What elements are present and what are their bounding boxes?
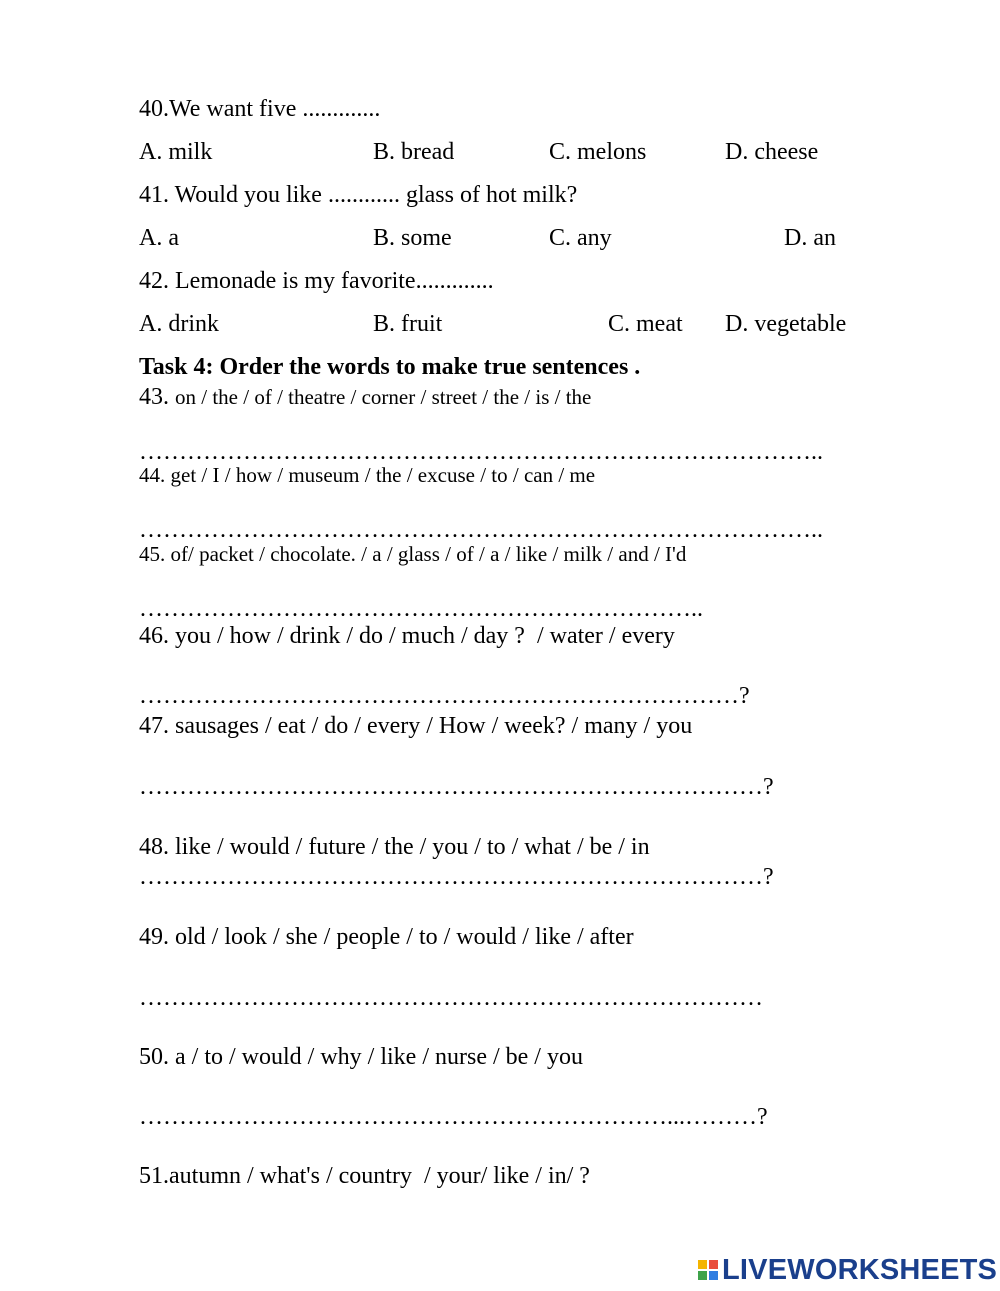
q41-option-c: C. any (549, 225, 612, 251)
q40-option-b: B. bread (373, 139, 455, 165)
q41-option-d: D. an (784, 225, 836, 251)
logo-block (709, 1260, 718, 1269)
item-50-prompt: 50. a / to / would / why / like / nurse / be / you (139, 1044, 583, 1070)
q42-option-b: B. fruit (373, 311, 443, 337)
logo-text: LIVEWORKSHEETS (722, 1253, 998, 1286)
q41-option-a: A. a (139, 225, 179, 251)
q40-option-a: A. milk (139, 139, 213, 165)
q42-option-a: A. drink (139, 311, 219, 337)
item-46-answer-line[interactable]: …………………………………………………………………? (139, 683, 750, 709)
item-47-answer-line[interactable]: ……………………………………………………………………? (139, 774, 774, 800)
logo-block (709, 1271, 718, 1280)
item-49-prompt: 49. old / look / she / people / to / would / like / after (139, 924, 634, 950)
item-51-prompt: 51.autumn / what's / country / your/ like / in/ ? (139, 1163, 590, 1189)
question-41: 41. Would you like ............ glass of hot milk? (139, 182, 578, 208)
logo-blocks-icon (698, 1260, 718, 1280)
item-43-words: on / the / of / theatre / corner / street / the / is / the (175, 385, 592, 409)
q41-option-b: B. some (373, 225, 452, 251)
item-43-number: 43. (139, 384, 169, 410)
question-42: 42. Lemonade is my favorite............. (139, 268, 494, 294)
task-4-title: Task 4: Order the words to make true sentences . (139, 354, 641, 380)
item-43-answer-line[interactable]: ………………………………………………………………………….. (139, 439, 823, 465)
liveworksheets-logo (698, 1255, 997, 1285)
item-44-prompt: 44. get / I / how / museum / the / excuse / to / can / me (139, 463, 596, 487)
q40-option-c: C. melons (549, 139, 647, 165)
item-45-prompt: 45. of/ packet / chocolate. / a / glass / of / a / like / milk / and / I'd (139, 542, 687, 566)
item-50-answer-line[interactable]: …………………………………………………………...………? (139, 1104, 768, 1130)
item-45-answer-line[interactable]: …………………………………………………………….. (139, 596, 703, 622)
item-47-prompt: 47. sausages / eat / do / every / How / week? / many / you (139, 713, 693, 739)
item-49-answer-line[interactable]: …………………………………………………………………… (139, 985, 763, 1011)
item-44-answer-line[interactable]: ………………………………………………………………………….. (139, 517, 823, 543)
q42-option-c: C. meat (608, 311, 683, 337)
logo-block (698, 1260, 707, 1269)
item-48-answer-line[interactable]: ……………………………………………………………………? (139, 864, 774, 890)
q42-option-d: D. vegetable (725, 311, 847, 337)
question-40: 40.We want five ............. (139, 96, 381, 122)
item-43-prompt (139, 385, 591, 409)
item-46-prompt: 46. you / how / drink / do / much / day ? / water / every (139, 623, 675, 649)
logo-block (698, 1271, 707, 1280)
q40-option-d: D. cheese (725, 139, 819, 165)
item-48-prompt: 48. like / would / future / the / you / to / what / be / in (139, 834, 650, 860)
